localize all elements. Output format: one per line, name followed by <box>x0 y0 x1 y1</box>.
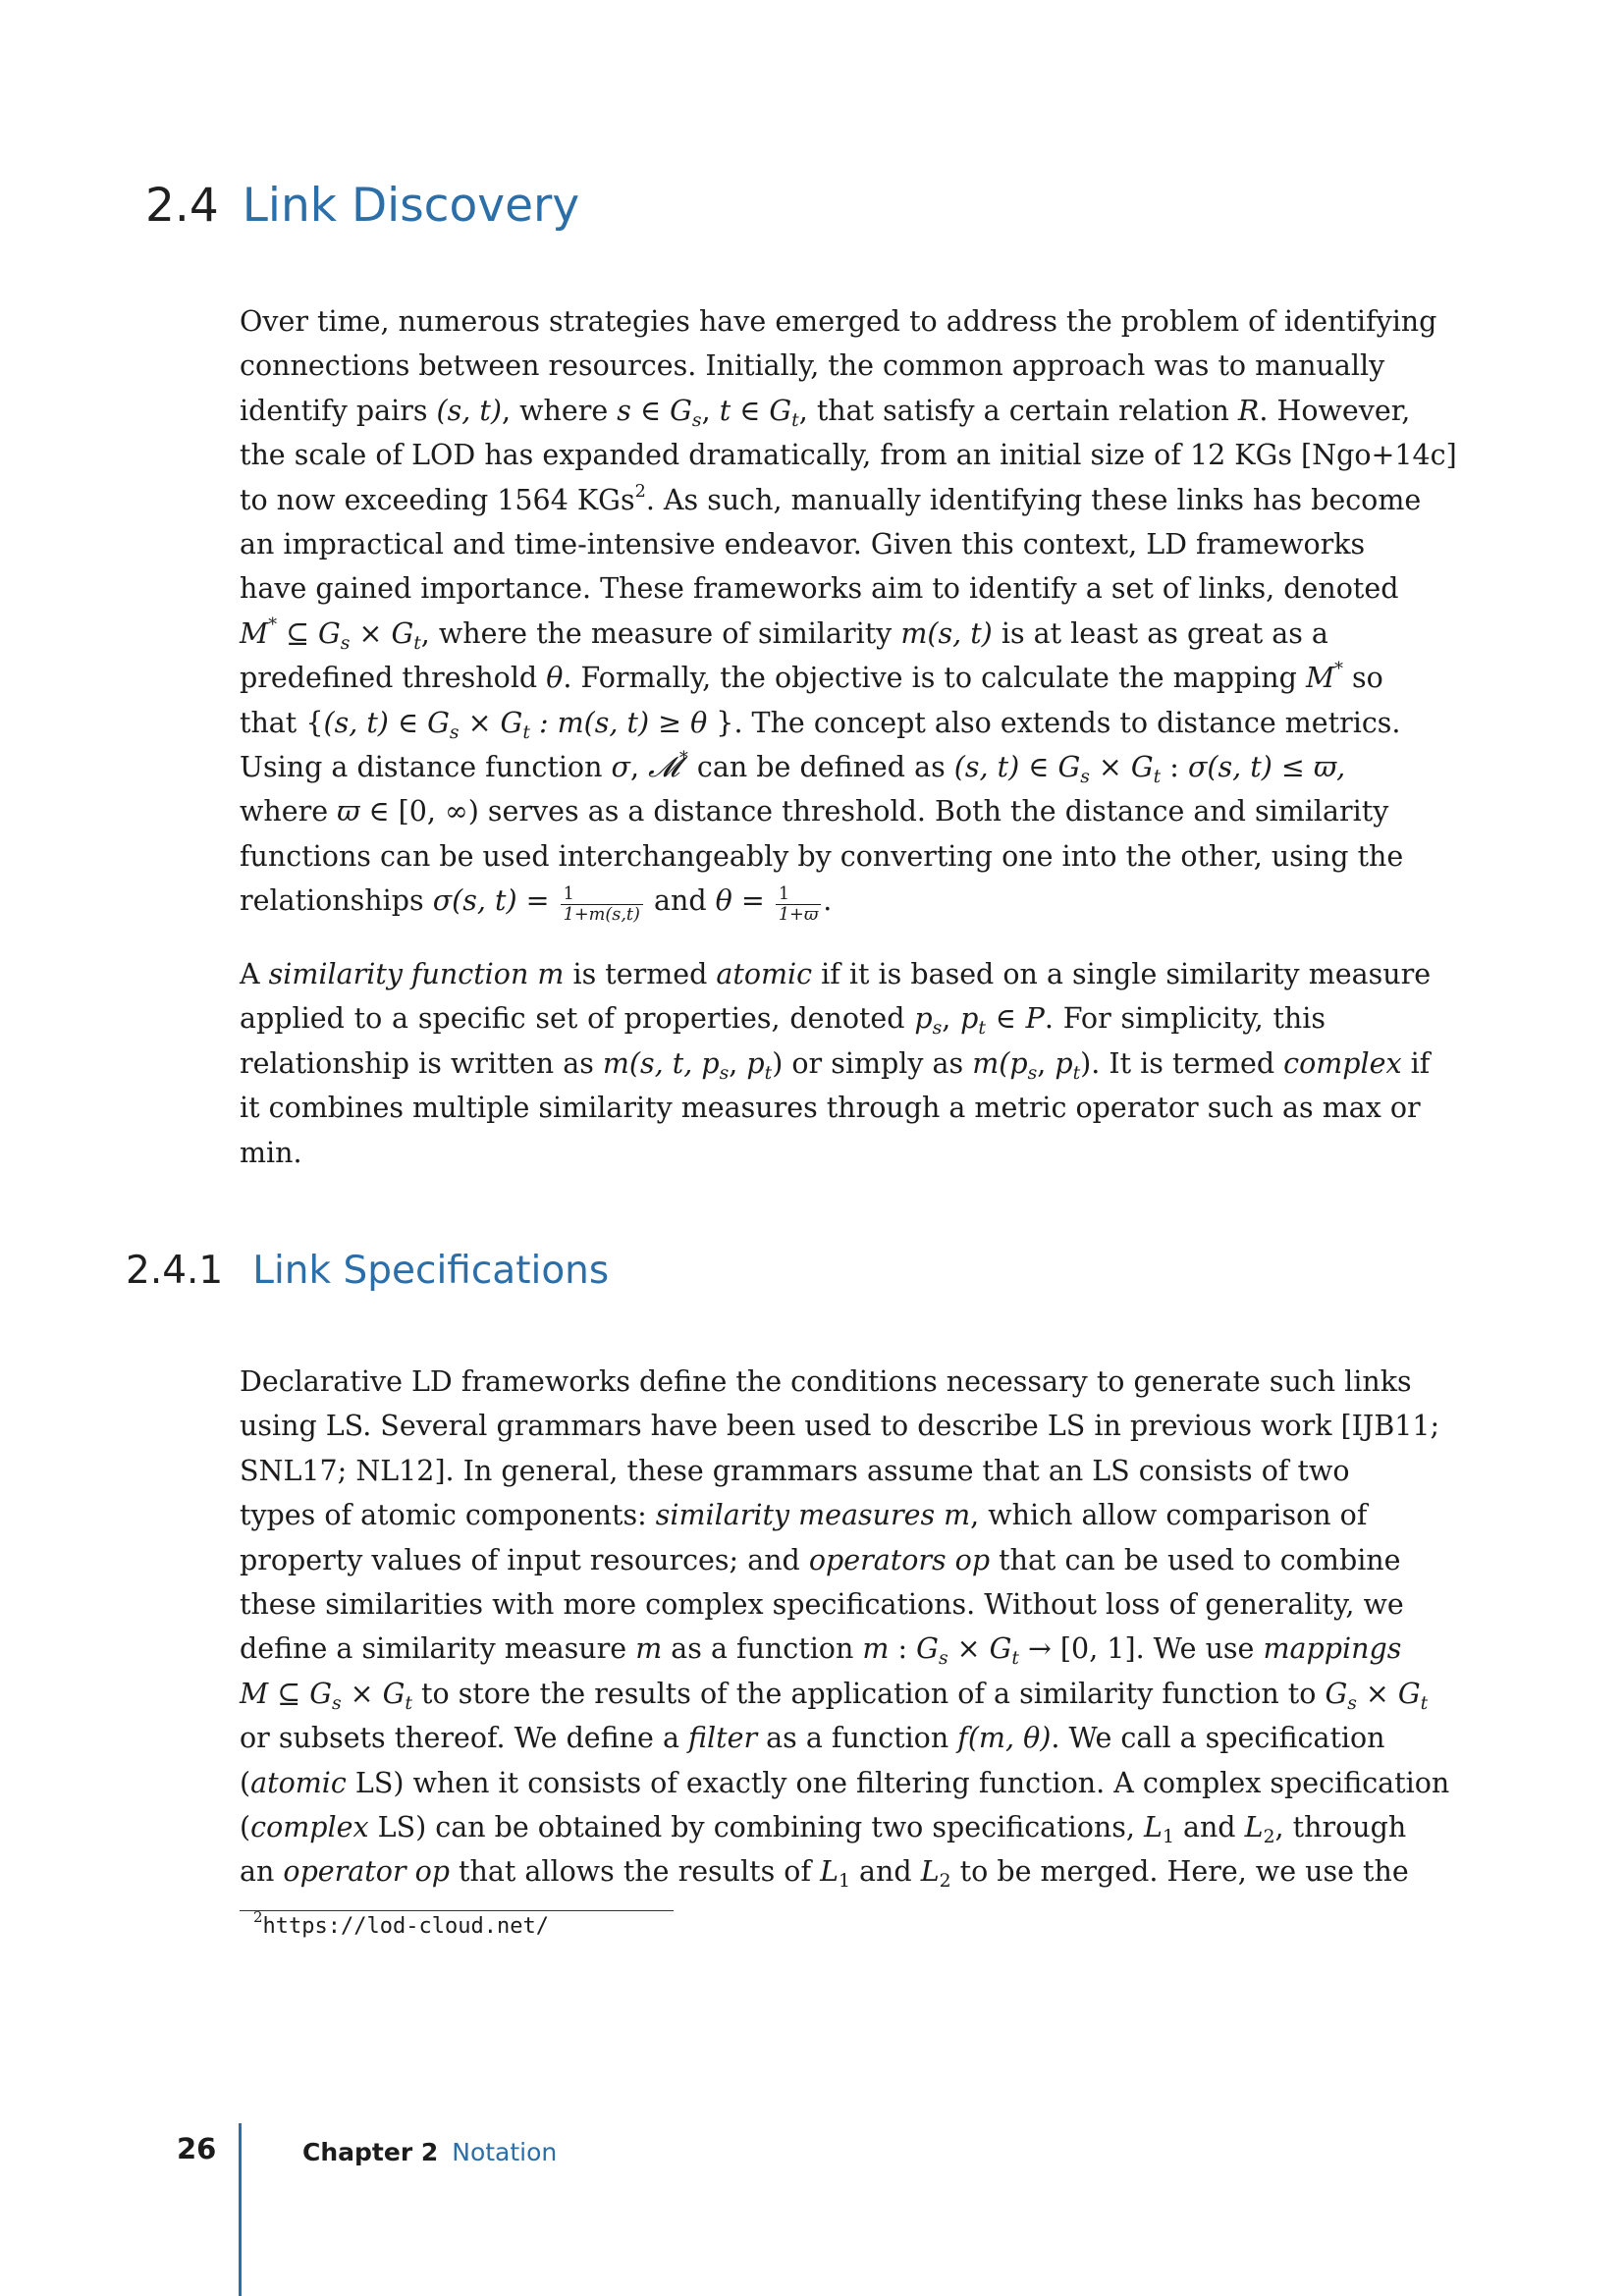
paragraph-link-specifications <box>240 1360 1450 1895</box>
text-line: Declarative LD frameworks define the conditions necessary to generate such links <box>240 1365 1412 1398</box>
text-line: relationships σ(s, t) = $\frac{1}{1+m(s,t)}$ and θ = $\frac{1}{1+ϖ}$ . <box>240 883 833 925</box>
chapter-label: Chapter 2 <box>302 2138 439 2166</box>
section-title: Link Discovery <box>242 179 580 233</box>
footer-chapter <box>302 2138 557 2166</box>
text-line: property values of input resources; and operators op that can be used to combine <box>240 1543 1401 1576</box>
text-line: connections between resources. Initially, the common approach was to manually <box>240 349 1385 383</box>
fraction: $\frac{1}{1+ϖ}$ <box>776 884 821 926</box>
text-line: or subsets thereof. We define a filter as a function f(m, θ). We call a specification <box>240 1722 1385 1755</box>
text-line: using LS. Several grammars have been used to describe LS in previous work [IJB11; <box>240 1410 1440 1443</box>
text-line: predefined threshold θ. Formally, the objective is to calculate the mapping M* so <box>240 660 1383 695</box>
subsection-heading <box>126 1249 609 1293</box>
page-number: 26 <box>177 2132 217 2165</box>
text-line: min. <box>240 1136 302 1169</box>
footer-vertical-rule <box>239 2123 242 2296</box>
section-heading <box>145 179 579 233</box>
footnote-url[interactable]: https://lod-cloud.net/ <box>262 1914 549 1939</box>
text-line: to now exceeding 1564 KGs$^2$. As such, manually identifying these links has become <box>240 481 1422 516</box>
text-line: it combines multiple similarity measures through a metric operator such as max or <box>240 1092 1421 1125</box>
footnote-rule <box>240 1910 674 1911</box>
chapter-name: Notation <box>452 2138 558 2166</box>
text-line: an impractical and time-intensive endeavor. Given this context, LD frameworks <box>240 528 1366 561</box>
text-line: Using a distance function σ, 𝓜* can be defined as (s, t) ∈ $G_s \times G_t$ : σ(s, t) ≤ ϖ, <box>240 748 1346 788</box>
section-number: 2.4 <box>145 179 219 233</box>
text-line: Over time, numerous strategies have emerged to address the problem of identifying <box>240 305 1437 338</box>
footnote <box>253 1907 549 1939</box>
subsection-number: 2.4.1 <box>126 1249 224 1293</box>
text-line: (complex LS) can be obtained by combining two specifications, $L_1$ and $L_2$, through <box>240 1811 1407 1848</box>
footnote-number: 2 <box>253 1907 263 1926</box>
text-line: identify pairs (s, t), where s ∈ $G_s$, t ∈ $G_t$, that satisfy a certain relation R. However, <box>240 394 1411 431</box>
text-line: SNL17; NL12]. In general, these grammars assume that an LS consists of two <box>240 1454 1350 1487</box>
text-line: A similarity function m is termed atomic if it is based on a single similarity measure <box>240 958 1432 990</box>
subsection-title: Link Specifications <box>252 1249 610 1293</box>
text-line: (atomic LS) when it consists of exactly one filtering function. A complex specification <box>240 1766 1450 1799</box>
text-line: relationship is written as m(s, t, $p_s$, $p_t$) or simply as $m(p_s$, $p_t$). It is termed complex if <box>240 1046 1431 1084</box>
text-line: functions can be used interchangeably by converting one into the other, using the <box>240 839 1404 873</box>
text-line: M ⊆ $G_s \times G_t$ to store the results of the application of a similarity function to $G_s \times G_t$ <box>240 1677 1429 1714</box>
text-line: these similarities with more complex specifications. Without loss of generality, we <box>240 1588 1404 1622</box>
text-line: M* ⊆ $G_s \times G_t$, where the measure of similarity m(s, t) is at least as great as a <box>240 614 1328 654</box>
fraction: $\frac{1}{1+m(s,t)}$ <box>561 884 643 926</box>
paragraph-similarity-function <box>240 952 1432 1175</box>
paragraph-link-discovery-intro <box>240 299 1457 925</box>
footnote-mark: 2 <box>634 481 646 502</box>
text-line: have gained importance. These frameworks aim to identify a set of links, denoted <box>240 572 1399 606</box>
text-line: an operator op that allows the results of $L_1$ and $L_2$ to be merged. Here, we use the <box>240 1855 1409 1893</box>
text-line: where ϖ ∈ [0, ∞) serves as a distance threshold. Both the distance and similarity <box>240 795 1389 828</box>
text-line: that {(s, t) ∈ $G_s \times G_t$ : m(s, t) ≥ θ }. The concept also extends to distance metrics. <box>240 706 1401 743</box>
text-line: define a similarity measure m as a function m : $G_s \times G_t \to [0$, 1]. We use mappings <box>240 1632 1402 1670</box>
text-line: types of atomic components: similarity measures m, which allow comparison of <box>240 1499 1368 1532</box>
text-line: the scale of LOD has expanded dramatically, from an initial size of 12 KGs [Ngo+14c] <box>240 439 1457 472</box>
text-line: applied to a specific set of properties, denoted $p_s$, $p_t$ ∈ P. For simplicity, this <box>240 1002 1326 1040</box>
